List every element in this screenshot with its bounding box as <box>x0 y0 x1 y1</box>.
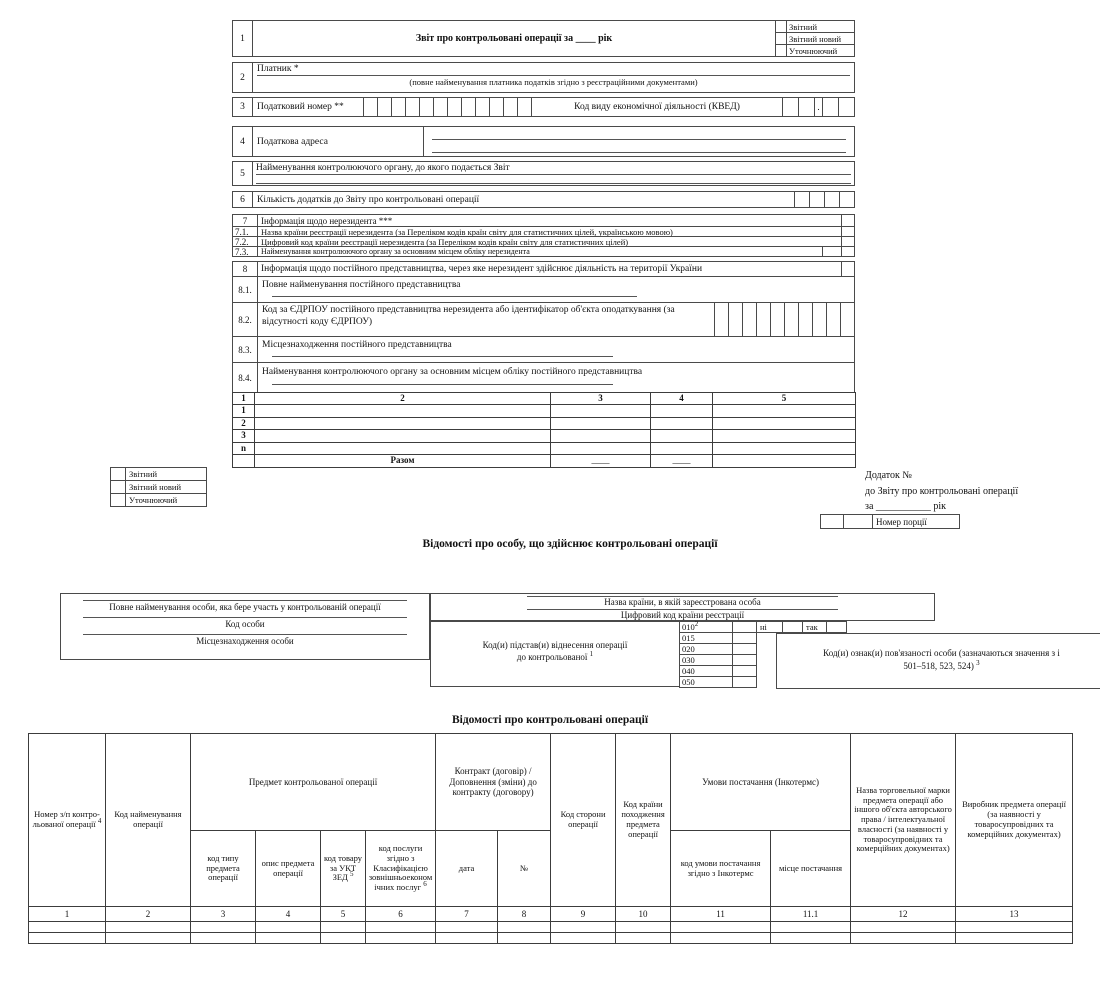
operations-cell[interactable] <box>191 933 256 944</box>
col-number: 11 <box>671 907 771 922</box>
col-number: 9 <box>551 907 616 922</box>
person-section-title: Відомості про особу, що здійснює контрольовані операції <box>422 538 718 550</box>
rep-edrpou-cell[interactable] <box>784 302 799 337</box>
summary-cell[interactable] <box>255 430 551 442</box>
col-number: 4 <box>256 907 321 922</box>
operations-cell[interactable] <box>498 922 551 933</box>
col3-header: код типу предмета операції <box>191 831 256 907</box>
report-title: Звіт про контрольовані операції за ____ рік <box>252 20 776 57</box>
report-type-checkbox[interactable] <box>110 480 126 494</box>
basis-code: 015 <box>679 632 733 644</box>
summary-cell <box>713 455 856 468</box>
operations-cell[interactable] <box>771 922 851 933</box>
incoterms-group-header: Умови постачання (Інкотермс) <box>671 734 851 831</box>
summary-header-row <box>233 393 856 405</box>
summary-cell[interactable] <box>255 442 551 454</box>
person-code-row <box>61 612 429 629</box>
col2-header: Код найменування операції <box>106 734 191 907</box>
nonresident-country-label: Назва країни реєстрації нерезидента (за Переліком кодів країн світу для статистичних цілей, українською мовою) <box>257 226 842 237</box>
form-row-7-3 <box>232 246 855 257</box>
kved-label: Код виду економічної діяльності (КВЕД) <box>531 97 783 117</box>
col7-header: дата <box>436 831 498 907</box>
rep-edrpou-cell[interactable] <box>728 302 743 337</box>
operations-header-row1 <box>29 734 1073 831</box>
report-type-label: Уточнюючий <box>125 493 207 507</box>
portion-cell[interactable] <box>843 514 873 529</box>
country-code-row <box>431 608 934 620</box>
country-row <box>431 595 934 607</box>
kved-cells <box>783 97 855 117</box>
summary-row <box>233 405 856 417</box>
basis-code-text: 010 <box>682 622 695 632</box>
col5-footnote: 5 <box>349 870 354 879</box>
form-row-8 <box>232 261 855 277</box>
summary-cell[interactable] <box>713 442 856 454</box>
rep-name-line[interactable] <box>272 295 637 297</box>
col9-header: Код сторони операції <box>551 734 616 907</box>
operations-cell[interactable] <box>851 922 956 933</box>
operations-empty-row <box>29 933 1073 944</box>
appendix-count-cell[interactable] <box>794 191 810 208</box>
tax-number-cell[interactable] <box>447 97 462 117</box>
tax-number-cell[interactable] <box>363 97 378 117</box>
operations-cell[interactable] <box>191 922 256 933</box>
operations-number-row <box>29 907 1073 922</box>
tax-number-cell[interactable] <box>489 97 504 117</box>
rep-location-cell <box>257 336 855 363</box>
summary-header: 4 <box>651 393 713 405</box>
permanent-rep-label: Інформація щодо постійного представництва, через яке нерезидент здійснює діяльність на території України <box>257 261 842 277</box>
operations-cell[interactable] <box>256 933 321 944</box>
col11-1-header: місце постачання <box>771 831 851 907</box>
appendix-count-cell[interactable] <box>809 191 825 208</box>
rep-edrpou-cells <box>715 302 855 337</box>
summary-cell[interactable] <box>713 430 856 442</box>
summary-header: 1 <box>233 393 255 405</box>
summary-row-label: 2 <box>233 417 255 429</box>
col12-header: Назва торговельної марки предмета операції або іншого об'єкта авторського права / інтелектуальної власності (за наявності у товаросупровідних та комерційних документах) <box>851 734 956 907</box>
col11-header: код умови постачання згідно з Інкотермс <box>671 831 771 907</box>
col-number: 6 <box>366 907 436 922</box>
row82-number: 8.2. <box>232 302 258 337</box>
summary-cell[interactable] <box>713 405 856 417</box>
country-label: Назва країни, в якій зареєстрована особа <box>604 597 761 607</box>
person-name-line[interactable] <box>83 599 407 601</box>
tax-address-lines <box>423 126 855 157</box>
row73-number: 7.3. <box>232 246 258 257</box>
kved-cell[interactable] <box>822 97 839 117</box>
col1-footnote: 4 <box>97 817 102 826</box>
tax-number-cells <box>364 97 532 117</box>
country-box <box>430 593 935 621</box>
taxpayer-label: Платник * <box>257 64 299 74</box>
nonresident-body-cell[interactable] <box>822 246 842 257</box>
col13-header: Виробник предмета операції (за наявності у товаросупровідних та комерційних документах) <box>956 734 1073 907</box>
appendix-count-cell[interactable] <box>824 191 840 208</box>
basis-code: 040 <box>679 665 733 677</box>
summary-cell[interactable] <box>651 442 713 454</box>
person-location-line[interactable] <box>83 633 407 635</box>
row83-number: 8.3. <box>232 336 258 363</box>
summary-cell[interactable] <box>255 417 551 429</box>
permanent-rep-cell[interactable] <box>841 261 855 277</box>
row6-number: 6 <box>232 191 253 208</box>
operations-cell[interactable] <box>771 933 851 944</box>
basis-footnote: 1 <box>589 650 594 658</box>
report-type-label: Звітний новий <box>786 32 855 45</box>
relatedness-line2 <box>777 660 1100 673</box>
summary-header: 5 <box>713 393 856 405</box>
summary-cell[interactable] <box>551 442 651 454</box>
operations-cell[interactable] <box>256 922 321 933</box>
kved-dot: . <box>814 97 823 117</box>
report-type-row <box>775 44 855 57</box>
operations-cell[interactable] <box>321 933 366 944</box>
tax-number-label: Податковий номер ** <box>252 97 364 117</box>
report-type-checkbox[interactable] <box>110 493 126 507</box>
person-code-label: Код особи <box>225 619 265 629</box>
appendix-line1: Додаток № <box>865 470 912 481</box>
report-type-row <box>110 467 207 481</box>
basis-label-line2 <box>431 651 679 663</box>
person-code-line[interactable] <box>83 616 407 618</box>
col8-header: № <box>498 831 551 907</box>
operations-cell[interactable] <box>616 933 671 944</box>
col6-footnote: 6 <box>423 880 427 889</box>
form-row-6 <box>232 191 855 208</box>
form-row-8-1 <box>232 276 855 303</box>
summary-cell[interactable] <box>713 417 856 429</box>
operations-cell[interactable] <box>321 922 366 933</box>
tax-number-cell[interactable] <box>503 97 518 117</box>
operations-cell[interactable] <box>366 922 436 933</box>
basis-label-text: до контрольованої <box>516 652 588 662</box>
taxpayer-cell <box>252 62 855 93</box>
basis-code-column <box>679 621 733 688</box>
col6-text: код послуги згідно з Класифікацією зовнішньоекономічних послуг <box>368 843 433 893</box>
col-number: 2 <box>106 907 191 922</box>
form-row-1 <box>232 20 855 57</box>
summary-header: 2 <box>255 393 551 405</box>
operations-cell[interactable] <box>106 933 191 944</box>
row84-number: 8.4. <box>232 362 258 393</box>
col6-header <box>366 831 436 907</box>
operations-cell[interactable] <box>671 922 771 933</box>
basis-code: 030 <box>679 654 733 666</box>
report-type-row <box>110 493 207 507</box>
operations-cell[interactable] <box>851 933 956 944</box>
operations-section-title: Відомості про контрольовані операції <box>451 714 649 726</box>
col4-header: опис предмета операції <box>256 831 321 907</box>
col-number: 10 <box>616 907 671 922</box>
no-label: ні <box>756 621 783 633</box>
summary-total-row <box>233 455 856 468</box>
operations-cell[interactable] <box>366 933 436 944</box>
summary-header: 3 <box>551 393 651 405</box>
col-number: 8 <box>498 907 551 922</box>
rep-body-line[interactable] <box>272 383 613 385</box>
tax-number-cell[interactable] <box>391 97 406 117</box>
col-number: 1 <box>29 907 106 922</box>
tax-address-label: Податкова адреса <box>252 126 424 157</box>
form-row-4 <box>232 126 855 157</box>
row1-number: 1 <box>232 20 253 57</box>
summary-cell[interactable] <box>255 405 551 417</box>
subject-group-header: Предмет контрольованої операції <box>191 734 436 831</box>
row2-number: 2 <box>232 62 253 93</box>
tax-number-cell[interactable] <box>377 97 392 117</box>
row5-number: 5 <box>232 161 253 186</box>
summary-cell <box>233 455 255 468</box>
rep-edrpou-cell[interactable] <box>756 302 771 337</box>
summary-cell[interactable] <box>651 430 713 442</box>
report-form <box>232 20 855 468</box>
row8-number: 8 <box>232 261 258 277</box>
portion-cell[interactable] <box>820 514 844 529</box>
operations-cell[interactable] <box>551 922 616 933</box>
rep-name-cell <box>257 276 855 303</box>
summary-row-label: 1 <box>233 405 255 417</box>
relatedness-cell <box>776 633 1100 689</box>
tax-number-cell[interactable] <box>461 97 476 117</box>
control-body-line[interactable] <box>256 182 851 184</box>
taxpayer-note: (повне найменування платника податків згідно з реєстраційними документами) <box>409 77 698 87</box>
operations-cell[interactable] <box>498 933 551 944</box>
summary-cell[interactable] <box>551 430 651 442</box>
form-row-8-2 <box>232 302 855 337</box>
summary-cell[interactable] <box>551 417 651 429</box>
relatedness-text: 501–518, 523, 524) <box>903 661 974 671</box>
col-number: 11.1 <box>771 907 851 922</box>
row7-number: 7 <box>232 214 258 227</box>
relatedness-line1: Код(и) ознак(и) пов'язаності особи (зазначаються значення з і <box>823 648 1060 658</box>
rep-edrpou-cell[interactable] <box>742 302 757 337</box>
appendix-line2: до Звіту про контрольовані операції <box>865 485 1019 497</box>
tax-number-cell[interactable] <box>405 97 420 117</box>
operations-cell[interactable] <box>436 933 498 944</box>
rep-edrpou-cell[interactable] <box>770 302 785 337</box>
basis-label-line1: Код(и) підстав(и) віднесення операції <box>482 640 628 650</box>
col-number: 12 <box>851 907 956 922</box>
form-row-3 <box>232 97 855 117</box>
nonresident-body-cell[interactable] <box>841 246 855 257</box>
rep-edrpou-cell[interactable] <box>826 302 841 337</box>
no-cell[interactable] <box>782 621 803 633</box>
appendix-heading <box>865 468 1075 515</box>
tax-number-cell[interactable] <box>517 97 532 117</box>
operations-cell[interactable] <box>671 933 771 944</box>
operations-cell[interactable] <box>956 933 1073 944</box>
operations-cell[interactable] <box>616 922 671 933</box>
report-type-box-top <box>775 20 855 57</box>
person-name-row <box>61 594 429 612</box>
relatedness-footnote: 3 <box>976 659 980 667</box>
rep-edrpou-cell[interactable] <box>812 302 827 337</box>
basis-code: 020 <box>679 643 733 655</box>
operations-cell[interactable] <box>29 922 106 933</box>
row81-number: 8.1. <box>232 276 258 303</box>
summary-row <box>233 442 856 454</box>
kved-cell[interactable] <box>838 97 855 117</box>
col-number: 3 <box>191 907 256 922</box>
report-type-label: Уточнюючий <box>786 44 855 57</box>
nonresident-label: Інформація щодо нерезидента *** <box>257 214 842 227</box>
rep-edrpou-label: Код за ЄДРПОУ постійного представництва нерезидента або ідентифікатор об'єкта оподаткування (за відсутності коду ЄДРПОУ) <box>257 302 715 337</box>
col5-text: код товару за УКТ ЗЕД <box>323 852 363 883</box>
summary-total-value: ____ <box>651 455 713 468</box>
report-type-label: Звітний <box>786 20 855 33</box>
country-code-label: Цифровий код країни реєстрації <box>620 610 745 620</box>
tax-number-cell[interactable] <box>433 97 448 117</box>
basis-code: 050 <box>679 676 733 688</box>
appendix-count-label: Кількість додатків до Звіту про контрольовані операції <box>252 191 795 208</box>
person-location-label: Місцезнаходження особи <box>196 636 294 646</box>
rep-edrpou-cell[interactable] <box>714 302 729 337</box>
person-info-box <box>60 593 430 660</box>
summary-row-label: n <box>233 442 255 454</box>
summary-row <box>233 430 856 442</box>
form-row-2 <box>232 62 855 93</box>
operations-table <box>28 733 1073 944</box>
appendix-count-cells <box>795 191 855 208</box>
col1-header <box>29 734 106 907</box>
col5-header <box>321 831 366 907</box>
rep-body-cell <box>257 362 855 393</box>
rep-location-label: Місцезнаходження постійного представництва <box>262 340 452 350</box>
person-name-label: Повне найменування особи, яка бере участь у контрольованій операції <box>109 602 381 612</box>
col1-text: Номер з/п контро-льованої операції <box>32 809 100 829</box>
summary-cell[interactable] <box>651 405 713 417</box>
form-row-8-3 <box>232 336 855 363</box>
report-type-checkbox[interactable] <box>110 467 126 481</box>
operations-cell[interactable] <box>551 933 616 944</box>
yes-cell[interactable] <box>826 621 847 633</box>
taxpayer-write-line[interactable] <box>257 74 850 76</box>
row4-number: 4 <box>232 126 253 157</box>
tax-number-cell[interactable] <box>419 97 434 117</box>
portion-label: Номер порції <box>872 514 960 529</box>
yes-label: так <box>802 621 827 633</box>
summary-total-value: ____ <box>551 455 651 468</box>
nonresident-body-label: Найменування контролюючого органу за основним місцем обліку нерезидента <box>257 246 823 257</box>
basis-value-cell[interactable] <box>732 676 757 688</box>
operations-cell[interactable] <box>956 922 1073 933</box>
row3-number: 3 <box>232 97 253 117</box>
rep-body-label: Найменування контролюючого органу за основним місцем обліку постійного представництва <box>262 367 643 377</box>
operations-cell[interactable] <box>106 922 191 933</box>
form-row-5 <box>232 161 855 186</box>
portion-box <box>820 514 960 529</box>
col-number: 13 <box>956 907 1073 922</box>
basis-cell <box>430 621 680 687</box>
summary-cell[interactable] <box>651 417 713 429</box>
rep-edrpou-cell[interactable] <box>798 302 813 337</box>
report-type-label: Звітний <box>125 467 207 481</box>
address-write-line[interactable] <box>432 151 846 153</box>
operations-empty-row <box>29 922 1073 933</box>
report-type-label: Звітний новий <box>125 480 207 494</box>
person-location-row <box>61 629 429 646</box>
summary-total-label: Разом <box>255 455 551 468</box>
rep-location-line[interactable] <box>272 355 613 357</box>
nonresident-code-label: Цифровий код країни реєстрації нерезидента (за Переліком кодів країн світу для статистичних цілей) <box>257 236 842 247</box>
basis-code-footnote: 2 <box>694 620 699 629</box>
form-row-8-4 <box>232 362 855 393</box>
col10-header: Код країни походження предмета операції <box>616 734 671 907</box>
report-type-row <box>110 480 207 494</box>
kved-cell[interactable] <box>798 97 815 117</box>
basis-codes-block <box>430 621 1100 688</box>
summary-row <box>233 417 856 429</box>
operations-cell[interactable] <box>29 933 106 944</box>
appendix-count-cell[interactable] <box>839 191 855 208</box>
basis-value-column <box>732 621 757 688</box>
kved-cell[interactable] <box>782 97 799 117</box>
appendix-line3: за ___________ рік <box>865 501 947 512</box>
control-body-label: Найменування контролюючого органу, до якого подається Звіт <box>256 163 510 173</box>
summary-row-label: 3 <box>233 430 255 442</box>
summary-table <box>232 392 856 468</box>
rep-edrpou-cell[interactable] <box>840 302 855 337</box>
col-number: 5 <box>321 907 366 922</box>
report-type-box-appendix <box>110 467 207 507</box>
contract-group-header: Контракт (договір) / Доповнення (зміни) до контракту (договору) <box>436 734 551 831</box>
rep-name-label: Повне найменування постійного представництва <box>262 280 461 290</box>
tax-number-cell[interactable] <box>475 97 490 117</box>
col-number: 7 <box>436 907 498 922</box>
row71-number: 7.1. <box>232 226 258 237</box>
summary-cell[interactable] <box>551 405 651 417</box>
operations-cell[interactable] <box>436 922 498 933</box>
row72-number: 7.2. <box>232 236 258 247</box>
control-body-cell <box>252 161 855 186</box>
